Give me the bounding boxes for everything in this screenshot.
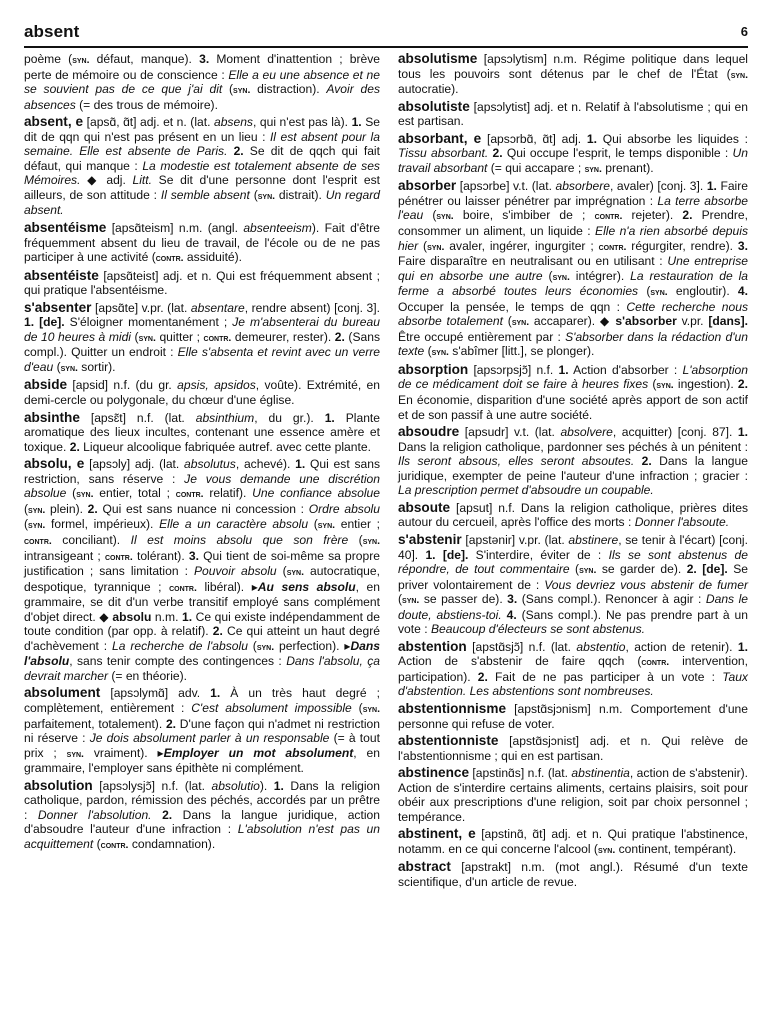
entry-headword: abstentionnisme [398, 700, 507, 716]
entry-headword: absentéisme [24, 220, 107, 236]
dictionary-entry [398, 501, 748, 530]
entry-definition: [apstinɑ̃s] n.f. (lat. abstinentia, action de s'abstenir). Action de s'interdire certains aliments, certains plaisirs, soit pour obéir aux prescriptions d'une religion, soit par choix personnel ; tempérance. [398, 766, 748, 824]
dictionary-entry [24, 779, 380, 853]
left-column [24, 52, 380, 893]
entry-headword: abstention [398, 638, 467, 654]
dictionary-entry [24, 686, 380, 775]
entry-definition: [apsɔlytist] adj. et n. Relatif à l'absolutisme ; qui en est partisan. [398, 99, 748, 129]
entry-definition: [apsɔrbɑ̃, ɑ̃t] adj. 1. Qui absorbe les liquides : Tissu absorbant. 2. Qui occupe l'esprit, le temps disponible : Un travail absorbant (= qui accapare ; syn. prenant). [398, 131, 749, 175]
right-column [398, 52, 748, 893]
entry-definition: [apsid] n.f. (du gr. apsis, apsidos, voûte). Extrémité, en demi-cercle ou polygonale, du chœur d'une église. [24, 378, 380, 408]
entry-definition: [apsɑ̃te] v.pr. (lat. absentare, rendre absent) [conj. 3]. 1. [de]. S'éloigner momentanément ; Je m'absenterai du bureau de 10 heures à midi (syn. quitter ; contr. demeurer, rester). 2. (Sans compl.). Quitter un endroit : Elle s'absenta et revint avec un verre d'eau (syn. sortir). [24, 300, 381, 374]
entry-definition: [apsɑ̃teist] adj. et n. Qui est fréquemment absent ; qui pratique l'absentéisme. [24, 268, 380, 298]
entry-headword: abstract [398, 859, 451, 875]
entry-headword: absorption [398, 361, 469, 377]
entry-headword: absolutisme [398, 51, 478, 66]
entry-headword: abside [24, 377, 68, 393]
dictionary-entry [24, 52, 380, 112]
dictionary-entry [398, 179, 748, 360]
entry-headword: absolutiste [398, 98, 470, 114]
running-head: absent [24, 22, 80, 41]
entry-definition: [apsɔly] adj. (lat. absolutus, achevé). 1. Qui est sans restriction, sans réserve : Je vous demande une discrétion absolue (syn. entier, total ; contr. relatif). Une confiance absolue (syn. plein). 2. Qui est sans nuance ni concession : Ordre absolu (syn. formel, impérieux). Elle a un caractère absolu (syn. entier ; contr. conciliant). Il est moins absolu que son frère (syn. intransigeant ; contr. tolérant). 3. Qui tient de soi-même sa propre justification ; sans limitation : Pouvoir absolu (syn. autocratique, despotique, tyrannique ; contr. libéral). ▸Au sens absolu, en grammaire, se dit d'un verbe transitif employé sans complément d'objet direct. ◆ absolu n.m. 1. Ce qui existe indépendamment de toute condition (par opp. à relatif). 2. Ce qui atteint un haut degré d'achèvement : La recherche de l'absolu (syn. perfection). ▸Dans l'absolu, sans tenir compte des contingences : Dans l'absolu, ça devrait marcher (= en théorie). [24, 457, 381, 683]
entry-headword: s'abstenir [398, 531, 462, 547]
entry-definition: [apsudr] v.t. (lat. absolvere, acquitter) [conj. 87]. 1. Dans la religion catholique, pardonner ses péchés à un pénitent : Ils seront absous, elles seront absoutes. 2. Dans la langue juridique, exempter de peine l'auteur d'une infraction ; gracier : La prescription permet d'absoudre un coupable. [398, 425, 748, 498]
entry-headword: s'absenter [24, 299, 92, 315]
entry-definition: [apstənir] v.pr. (lat. abstinere, se tenir à l'écart) [conj. 40]. 1. [de]. S'interdire, éviter de : Ils se sont abstenus de répondre, de tout commentaire (syn. se garder de). 2. [de]. Se priver volontairement de : Vous devriez vous abstenir de fumer (syn. se passer de). 3. (Sans compl.). Renoncer à agir : Dans le doute, abstiens-toi. 4. (Sans compl.). Ne pas prendre part à un vote : Beaucoup d'électeurs se sont abstenus. [398, 532, 748, 637]
dictionary-entry [24, 457, 380, 683]
entry-definition: [apsɑ̃, ɑ̃t] adj. et n. (lat. absens, qui n'est pas là). 1. Se dit de qqn qui n'est pas présent en un lieu : Il est absent pour la semaine. Elle est absente de Paris. 2. Se dit de qqch qui fait défaut, qui manque : La modestie est totalement absente de ses Mémoires. ◆ adj. Litt. Se dit d'une personne dont l'esprit est ailleurs, de son attitude : Il semble absent (syn. distrait). Un regard absent. [24, 115, 380, 218]
page-number: 6 [740, 24, 748, 39]
entry-definition: [apsɔlysjɔ̃] n.f. (lat. absolutio). 1. Dans la religion catholique, pardon, rémission des péchés, accordés par un prêtre : Donner l'absolution. 2. Dans la langue juridique, action d'absoudre l'auteur d'une infraction : L'absolution n'est pas un acquittement (contr. condamnation). [24, 778, 381, 851]
entry-definition: [apstɑ̃sjɔ̃] n.f. (lat. abstentio, action de retenir). 1. Action de s'abstenir de faire qqch (contr. intervention, participation). 2. Fait de ne pas participer à un vote : Taux d'abstention. Les abstentions sont nombreuses. [398, 639, 749, 699]
entry-definition: [apsɔrbe] v.t. (lat. absorbere, avaler) [conj. 3]. 1. Faire pénétrer ou laisser pénétrer par imprégnation : La terre absorbe l'eau (syn. boire, s'imbiber de ; contr. rejeter). 2. Prendre, consommer un aliment, un liquide : Elle n'a rien absorbé depuis hier (syn. avaler, ingérer, ingurgiter ; contr. régurgiter, rendre). 3. Faire disparaître en neutralisant ou en utilisant : Une entreprise qui en absorbe une autre (syn. intégrer). La restauration de la ferme a absorbé toutes leurs économies (syn. engloutir). 4. Occuper la pensée, le temps de qqn : Cette recherche nous absorbe totalement (syn. accaparer). ◆ s'absorber v.pr. [dans]. Être occupé entièrement par : S'absorber dans la rédaction d'un texte (syn. s'abîmer [litt.], se plonger). [398, 179, 749, 359]
entry-headword: abstinent, e [398, 826, 476, 842]
columns [24, 52, 748, 893]
entry-headword: abstinence [398, 765, 470, 781]
dictionary-entry [398, 363, 748, 422]
dictionary-entry [398, 827, 748, 857]
entry-definition: [apstɑ̃sjɔnism] n.m. Comportement d'une personne qui refuse de voter. [398, 701, 748, 731]
dictionary-entry [398, 100, 748, 129]
dictionary-entry [24, 115, 380, 218]
entry-definition: [apsut] n.f. Dans la religion catholique, prières dites autour du cercueil, après l'office des morts : Donner l'absoute. [398, 500, 748, 530]
entry-headword: absolu, e [24, 456, 85, 472]
dictionary-entry [24, 411, 380, 455]
dictionary-entry [398, 640, 748, 699]
entry-definition: [apsɔlytism] n.m. Régime politique dans lequel tous les pouvoirs sont détenus par le chef de l'État (syn. autocratie). [398, 52, 748, 97]
entry-headword: abstentionniste [398, 733, 499, 749]
entry-definition: [apstɑ̃sjɔnist] adj. et n. Qui relève de l'abstentionnisme ; qui en est partisan. [398, 734, 748, 763]
dictionary-entry [398, 52, 748, 97]
entry-headword: absoudre [398, 424, 460, 440]
entry-headword: absorbant, e [398, 130, 482, 146]
dictionary-entry [398, 533, 748, 637]
dictionary-entry [398, 425, 748, 498]
dictionary-entry [398, 766, 748, 824]
entry-headword: absinthe [24, 409, 80, 425]
dictionary-entry [24, 301, 380, 376]
entry-definition: poème (syn. défaut, manque). 3. Moment d'inattention ; brève perte de mémoire ou de conscience : Elle a eu une absence et ne se souvient pas de ce que j'ai dit (syn. distraction). Avoir des absences (= des trous de mémoire). [24, 52, 381, 112]
dictionary-entry [24, 269, 380, 298]
entry-headword: absent, e [24, 114, 84, 130]
entry-headword: absentéiste [24, 267, 99, 283]
entry-definition: [apstrakt] n.m. (mot angl.). Résumé d'un texte scientifique, d'un article de revue. [398, 860, 748, 889]
entry-definition: [apsɔrpsjɔ̃] n.f. 1. Action d'absorber : L'absorption de ce médicament doit se faire à heures fixes (syn. ingestion). 2. En économie, disparition d'une société après apport de son actif et de son passif à une autre société. [398, 362, 749, 422]
entry-definition: [apsɑ̃teism] n.m. (angl. absenteeism). Fait d'être fréquemment absent du lieu de travail, de l'école ou de ne pas participer à une activité (contr. assiduité). [24, 221, 380, 265]
page-header [24, 22, 748, 48]
entry-headword: absoute [398, 499, 451, 515]
entry-headword: absolument [24, 685, 101, 701]
dictionary-entry [24, 221, 380, 266]
dictionary-entry [24, 378, 380, 407]
entry-definition: [apsɛ̃t] n.f. (lat. absinthium, du gr.). 1. Plante aromatique des lieux incultes, contenant une essence amère et toxique. 2. Liqueur alcoolique fabriquée autref. avec cette plante. [24, 410, 381, 454]
entry-definition: [apsɔlymɑ̃] adv. 1. À un très haut degré ; complètement, entièrement : C'est absolument impossible (syn. parfaitement, totalement). 2. D'une façon qui n'admet ni restriction ni réserve : Je dois absolument parler à un responsable (= à tout prix ; syn. vraiment). ▸Employer un mot absolument, en grammaire, l'employer sans épithète ni complément. [24, 686, 380, 776]
entry-headword: absorber [398, 178, 457, 194]
dictionary-entry [398, 702, 748, 731]
entry-definition: [apstinɑ̃, ɑ̃t] adj. et n. Qui pratique l'abstinence, notamm. en ce qui concerne l'alcool (syn. continent, tempérant). [398, 827, 748, 856]
entry-headword: absolution [24, 777, 93, 793]
dictionary-entry [398, 132, 748, 177]
dictionary-entry [398, 734, 748, 763]
dictionary-entry [398, 860, 748, 889]
